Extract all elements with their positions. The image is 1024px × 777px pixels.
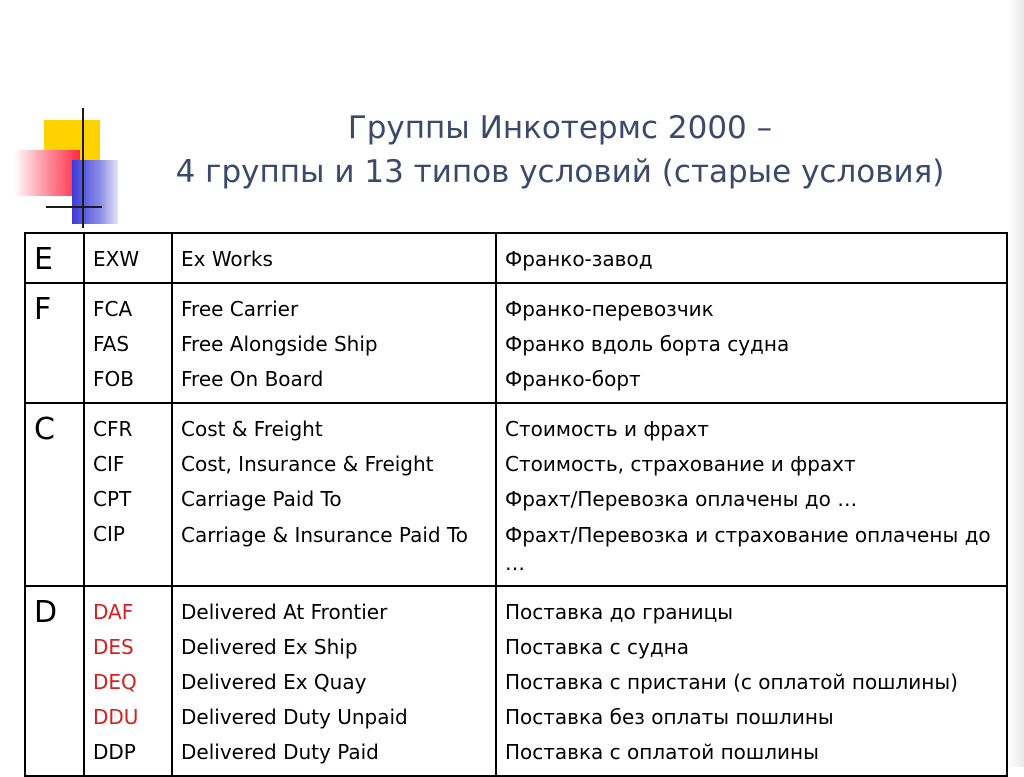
decor-vertical-line <box>82 108 84 228</box>
term-russian: Поставка без оплаты пошлины <box>505 705 834 729</box>
term-english: Cost, Insurance & Freight <box>181 452 434 476</box>
term-code: FAS <box>93 332 130 356</box>
codes-cell <box>84 403 172 586</box>
term-english: Delivered Ex Quay <box>181 670 367 694</box>
decor-blue-gradient-square <box>72 160 118 224</box>
codes-cell <box>84 283 172 403</box>
term-russian: Стоимость, страхование и фрахт <box>505 452 856 476</box>
term-code: CIF <box>93 452 125 476</box>
english-names-cell <box>172 283 496 403</box>
term-english: Free On Board <box>181 367 324 391</box>
term-russian: Стоимость и фрахт <box>505 417 709 441</box>
term-code: DEQ <box>93 670 137 694</box>
term-russian: Франко-борт <box>505 367 641 391</box>
table-row-group-e <box>25 233 1007 283</box>
term-code: DDU <box>93 705 139 729</box>
term-russian: Поставка с пристани (с оплатой пошлины) <box>505 670 958 694</box>
term-russian: Фрахт/Перевозка и страхование оплачены до … <box>505 523 991 575</box>
decor-red-gradient-rect <box>14 150 80 196</box>
term-code: FCA <box>93 297 133 321</box>
term-russian: Поставка до границы <box>505 600 734 624</box>
term-russian: Франко-завод <box>505 247 653 271</box>
slide-edge-shadow <box>1008 0 1024 767</box>
term-russian: Поставка с судна <box>505 635 690 659</box>
title-line-1: Группы Инкотермс 2000 – <box>347 110 773 146</box>
codes-cell <box>84 233 172 283</box>
english-names-cell <box>172 586 496 776</box>
term-code: EXW <box>93 247 140 271</box>
term-english: Delivered Ex Ship <box>181 635 358 659</box>
english-names-cell <box>172 403 496 586</box>
group-letter: D <box>25 586 84 776</box>
table-row-group-c <box>25 403 1007 586</box>
term-english: Cost & Freight <box>181 417 323 441</box>
term-russian: Фрахт/Перевозка оплачены до … <box>505 487 858 511</box>
english-names-cell <box>172 233 496 283</box>
russian-names-cell <box>496 233 1007 283</box>
term-english: Carriage & Insurance Paid To <box>181 523 469 547</box>
term-english: Carriage Paid To <box>181 487 342 511</box>
term-english: Delivered Duty Unpaid <box>181 705 408 729</box>
term-code: FOB <box>93 367 134 391</box>
decor-horizontal-line <box>46 206 102 208</box>
russian-names-cell <box>496 403 1007 586</box>
term-english: Ex Works <box>181 247 273 271</box>
group-letter: C <box>25 403 84 586</box>
term-russian: Поставка с оплатой пошлины <box>505 740 819 764</box>
term-code: CIP <box>93 522 125 546</box>
term-code: CPT <box>93 487 132 511</box>
term-code: DES <box>93 635 134 659</box>
term-code: CFR <box>93 417 133 441</box>
term-russian: Франко вдоль борта судна <box>505 332 790 356</box>
term-code: DAF <box>93 600 134 624</box>
russian-names-cell <box>496 283 1007 403</box>
term-english: Free Alongside Ship <box>181 332 378 356</box>
table-row-group-d <box>25 586 1007 776</box>
term-russian: Франко-перевозчик <box>505 297 714 321</box>
title-line-2: 4 группы и 13 типов условий (старые условия) <box>175 154 945 190</box>
codes-cell <box>84 586 172 776</box>
term-english: Delivered Duty Paid <box>181 740 379 764</box>
group-letter: E <box>25 233 84 283</box>
term-english: Free Carrier <box>181 297 299 321</box>
group-letter: F <box>25 283 84 403</box>
table-row-group-f <box>25 283 1007 403</box>
term-code: DDP <box>93 740 136 764</box>
russian-names-cell <box>496 586 1007 776</box>
slide-title <box>120 106 1000 194</box>
term-english: Delivered At Frontier <box>181 600 388 624</box>
incoterms-table <box>24 232 1008 777</box>
